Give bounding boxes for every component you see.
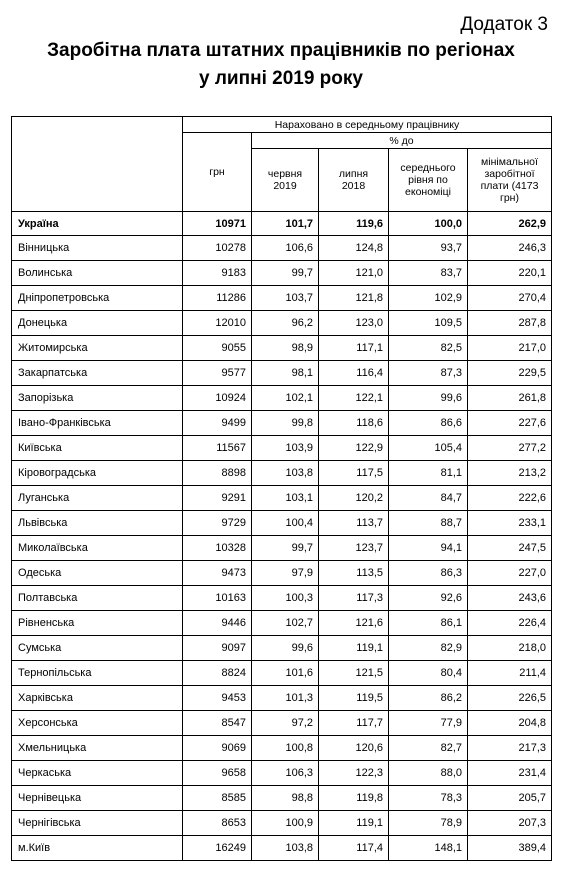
pct-july-2018: 120,6 <box>319 736 389 761</box>
region-name: Харківська <box>12 686 183 711</box>
salary-uah: 8898 <box>183 461 252 486</box>
salary-uah: 8585 <box>183 786 252 811</box>
pct-min-wage: 218,0 <box>468 636 552 661</box>
salary-uah: 9097 <box>183 636 252 661</box>
pct-min-wage: 213,2 <box>468 461 552 486</box>
pct-avg-economy: 86,3 <box>389 561 468 586</box>
table-row <box>12 561 552 586</box>
pct-min-wage: 227,6 <box>468 411 552 436</box>
salary-uah: 9473 <box>183 561 252 586</box>
region-name: Івано-Франківська <box>12 411 183 436</box>
pct-july-2018: 123,7 <box>319 536 389 561</box>
region-name: Луганська <box>12 486 183 511</box>
pct-july-2018: 122,9 <box>319 436 389 461</box>
salary-uah: 9446 <box>183 611 252 636</box>
table-row <box>12 286 552 311</box>
appendix-label: Додаток 3 <box>460 14 548 35</box>
table-row <box>12 361 552 386</box>
pct-min-wage: 226,4 <box>468 611 552 636</box>
pct-avg-economy: 87,3 <box>389 361 468 386</box>
pct-avg-economy: 109,5 <box>389 311 468 336</box>
region-name: Житомирська <box>12 336 183 361</box>
table-header <box>12 117 552 212</box>
pct-avg-economy: 82,9 <box>389 636 468 661</box>
salary-uah: 10924 <box>183 386 252 411</box>
pct-min-wage: 229,5 <box>468 361 552 386</box>
region-name: Миколаївська <box>12 536 183 561</box>
table-row <box>12 811 552 836</box>
pct-avg-economy: 93,7 <box>389 236 468 261</box>
pct-june-2019: 97,9 <box>252 561 319 586</box>
pct-june-2019: 99,7 <box>252 261 319 286</box>
pct-min-wage: 287,8 <box>468 311 552 336</box>
salary-uah: 9183 <box>183 261 252 286</box>
pct-july-2018: 117,5 <box>319 461 389 486</box>
table-row <box>12 236 552 261</box>
header-uah: грн <box>183 133 252 212</box>
pct-min-wage: 270,4 <box>468 286 552 311</box>
pct-avg-economy: 86,1 <box>389 611 468 636</box>
region-header-cell <box>12 117 183 212</box>
pct-june-2019: 99,6 <box>252 636 319 661</box>
pct-june-2019: 100,3 <box>252 586 319 611</box>
table-row <box>12 611 552 636</box>
pct-july-2018: 121,0 <box>319 261 389 286</box>
pct-min-wage: 247,5 <box>468 536 552 561</box>
table-row <box>12 661 552 686</box>
pct-june-2019: 103,8 <box>252 461 319 486</box>
pct-avg-economy: 99,6 <box>389 386 468 411</box>
salary-uah: 9577 <box>183 361 252 386</box>
salary-uah: 9499 <box>183 411 252 436</box>
table-row <box>12 461 552 486</box>
region-name: Сумська <box>12 636 183 661</box>
pct-june-2019: 101,6 <box>252 661 319 686</box>
pct-avg-economy: 84,7 <box>389 486 468 511</box>
table-row <box>12 486 552 511</box>
salary-table <box>11 116 552 861</box>
table-row <box>12 786 552 811</box>
pct-july-2018: 122,3 <box>319 761 389 786</box>
pct-june-2019: 103,8 <box>252 836 319 861</box>
salary-uah: 8547 <box>183 711 252 736</box>
pct-min-wage: 243,6 <box>468 586 552 611</box>
table-row <box>12 736 552 761</box>
salary-uah: 9069 <box>183 736 252 761</box>
pct-july-2018: 117,1 <box>319 336 389 361</box>
header-min-wage <box>468 149 552 212</box>
header-june-2019 <box>252 149 319 212</box>
pct-june-2019: 100,8 <box>252 736 319 761</box>
table-row <box>12 311 552 336</box>
region-name: Київська <box>12 436 183 461</box>
salary-uah: 12010 <box>183 311 252 336</box>
pct-avg-economy: 102,9 <box>389 286 468 311</box>
pct-min-wage: 389,4 <box>468 836 552 861</box>
header-june-2019-text: червня 2019 <box>267 168 303 192</box>
salary-uah: 10971 <box>183 212 252 236</box>
salary-uah: 9055 <box>183 336 252 361</box>
header-avg-economy-text: середнього рівня по економіці <box>400 162 456 198</box>
pct-july-2018: 124,8 <box>319 236 389 261</box>
table-body <box>12 212 552 861</box>
region-name: Донецька <box>12 311 183 336</box>
pct-july-2018: 120,2 <box>319 486 389 511</box>
table-row <box>12 711 552 736</box>
pct-avg-economy: 92,6 <box>389 586 468 611</box>
salary-uah: 9658 <box>183 761 252 786</box>
pct-min-wage: 227,0 <box>468 561 552 586</box>
table-row <box>12 836 552 861</box>
pct-july-2018: 117,7 <box>319 711 389 736</box>
salary-uah: 9291 <box>183 486 252 511</box>
pct-min-wage: 277,2 <box>468 436 552 461</box>
pct-july-2018: 113,7 <box>319 511 389 536</box>
pct-avg-economy: 77,9 <box>389 711 468 736</box>
pct-avg-economy: 148,1 <box>389 836 468 861</box>
table-row <box>12 636 552 661</box>
salary-uah: 11286 <box>183 286 252 311</box>
pct-min-wage: 217,3 <box>468 736 552 761</box>
salary-uah: 10328 <box>183 536 252 561</box>
pct-june-2019: 101,7 <box>252 212 319 236</box>
pct-june-2019: 103,9 <box>252 436 319 461</box>
region-name: Тернопільська <box>12 661 183 686</box>
pct-june-2019: 106,3 <box>252 761 319 786</box>
pct-july-2018: 119,6 <box>319 212 389 236</box>
pct-avg-economy: 78,3 <box>389 786 468 811</box>
pct-min-wage: 226,5 <box>468 686 552 711</box>
pct-min-wage: 222,6 <box>468 486 552 511</box>
pct-july-2018: 116,4 <box>319 361 389 386</box>
salary-uah: 9453 <box>183 686 252 711</box>
table-row <box>12 536 552 561</box>
region-name: Україна <box>12 212 183 236</box>
pct-avg-economy: 94,1 <box>389 536 468 561</box>
header-avg-economy <box>389 149 468 212</box>
pct-avg-economy: 100,0 <box>389 212 468 236</box>
region-name: Черкаська <box>12 761 183 786</box>
pct-june-2019: 97,2 <box>252 711 319 736</box>
salary-uah: 10163 <box>183 586 252 611</box>
pct-avg-economy: 80,4 <box>389 661 468 686</box>
region-name: Чернігівська <box>12 811 183 836</box>
salary-uah: 8653 <box>183 811 252 836</box>
pct-july-2018: 121,5 <box>319 661 389 686</box>
pct-avg-economy: 82,5 <box>389 336 468 361</box>
pct-min-wage: 261,8 <box>468 386 552 411</box>
pct-avg-economy: 82,7 <box>389 736 468 761</box>
pct-min-wage: 217,0 <box>468 336 552 361</box>
pct-june-2019: 106,6 <box>252 236 319 261</box>
pct-avg-economy: 88,0 <box>389 761 468 786</box>
pct-avg-economy: 105,4 <box>389 436 468 461</box>
pct-june-2019: 101,3 <box>252 686 319 711</box>
region-name: Кіровоградська <box>12 461 183 486</box>
pct-june-2019: 100,9 <box>252 811 319 836</box>
page-title-line1: Заробітна плата штатних працівників по регіонах <box>47 40 515 61</box>
pct-min-wage: 207,3 <box>468 811 552 836</box>
table-row <box>12 411 552 436</box>
header-july-2018-text: липня 2018 <box>338 168 369 192</box>
pct-min-wage: 211,4 <box>468 661 552 686</box>
pct-min-wage: 205,7 <box>468 786 552 811</box>
pct-june-2019: 102,1 <box>252 386 319 411</box>
pct-min-wage: 246,3 <box>468 236 552 261</box>
pct-july-2018: 113,5 <box>319 561 389 586</box>
region-name: Львівська <box>12 511 183 536</box>
region-name: Херсонська <box>12 711 183 736</box>
pct-july-2018: 123,0 <box>319 311 389 336</box>
region-name: Дніпропетровська <box>12 286 183 311</box>
region-name: Полтавська <box>12 586 183 611</box>
pct-avg-economy: 78,9 <box>389 811 468 836</box>
pct-june-2019: 99,7 <box>252 536 319 561</box>
table-row <box>12 386 552 411</box>
header-group-accrued: Нараховано в середньому працівнику <box>183 117 552 133</box>
region-name: Хмельницька <box>12 736 183 761</box>
table-row <box>12 586 552 611</box>
salary-uah: 16249 <box>183 836 252 861</box>
table-row-total <box>12 212 552 236</box>
pct-min-wage: 231,4 <box>468 761 552 786</box>
pct-july-2018: 119,8 <box>319 786 389 811</box>
region-name: Волинська <box>12 261 183 286</box>
pct-avg-economy: 86,2 <box>389 686 468 711</box>
region-name: м.Київ <box>12 836 183 861</box>
pct-min-wage: 262,9 <box>468 212 552 236</box>
pct-june-2019: 99,8 <box>252 411 319 436</box>
table-row <box>12 261 552 286</box>
salary-uah: 9729 <box>183 511 252 536</box>
header-july-2018 <box>319 149 389 212</box>
pct-avg-economy: 86,6 <box>389 411 468 436</box>
pct-june-2019: 98,1 <box>252 361 319 386</box>
region-name: Чернівецька <box>12 786 183 811</box>
salary-uah: 8824 <box>183 661 252 686</box>
pct-july-2018: 122,1 <box>319 386 389 411</box>
pct-july-2018: 119,1 <box>319 811 389 836</box>
region-name: Закарпатська <box>12 361 183 386</box>
region-name: Рівненська <box>12 611 183 636</box>
salary-uah: 10278 <box>183 236 252 261</box>
header-min-wage-text: мінімальної заробітної плати (4173 грн) <box>480 156 539 204</box>
pct-june-2019: 103,7 <box>252 286 319 311</box>
salary-uah: 11567 <box>183 436 252 461</box>
region-name: Одеська <box>12 561 183 586</box>
pct-july-2018: 117,4 <box>319 836 389 861</box>
pct-july-2018: 118,6 <box>319 411 389 436</box>
region-name: Вінницька <box>12 236 183 261</box>
table-row <box>12 511 552 536</box>
table-row <box>12 436 552 461</box>
pct-june-2019: 96,2 <box>252 311 319 336</box>
region-name: Запорізька <box>12 386 183 411</box>
header-percent: % до <box>252 133 552 149</box>
pct-avg-economy: 88,7 <box>389 511 468 536</box>
table-row <box>12 686 552 711</box>
pct-june-2019: 98,8 <box>252 786 319 811</box>
pct-min-wage: 233,1 <box>468 511 552 536</box>
table-row <box>12 336 552 361</box>
pct-june-2019: 98,9 <box>252 336 319 361</box>
page-title-line2: у липні 2019 року <box>199 68 363 89</box>
pct-avg-economy: 83,7 <box>389 261 468 286</box>
pct-june-2019: 100,4 <box>252 511 319 536</box>
pct-june-2019: 102,7 <box>252 611 319 636</box>
pct-july-2018: 121,8 <box>319 286 389 311</box>
pct-july-2018: 119,5 <box>319 686 389 711</box>
pct-july-2018: 119,1 <box>319 636 389 661</box>
table-row <box>12 761 552 786</box>
pct-july-2018: 121,6 <box>319 611 389 636</box>
pct-min-wage: 220,1 <box>468 261 552 286</box>
pct-june-2019: 103,1 <box>252 486 319 511</box>
pct-min-wage: 204,8 <box>468 711 552 736</box>
pct-july-2018: 117,3 <box>319 586 389 611</box>
pct-avg-economy: 81,1 <box>389 461 468 486</box>
